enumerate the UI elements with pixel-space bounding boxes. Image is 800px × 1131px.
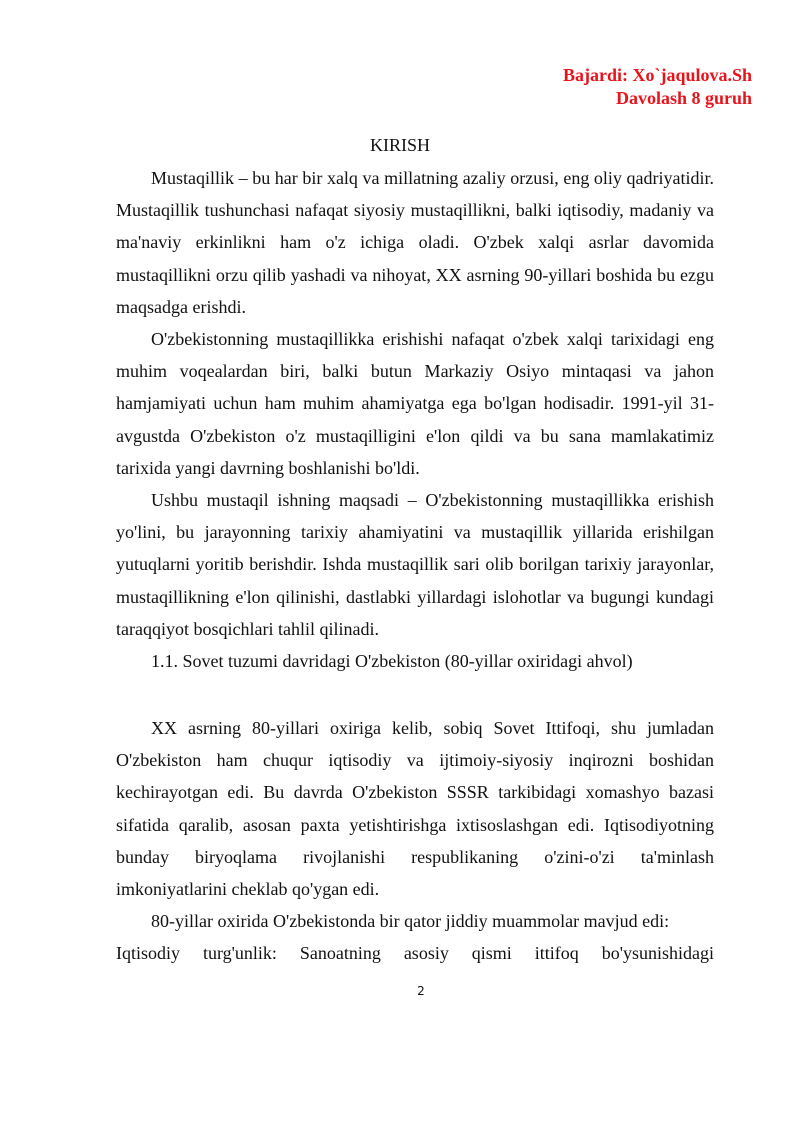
- group-line: Davolash 8 guruh: [615, 88, 752, 108]
- subsection-text-block: [116, 712, 714, 970]
- subsection-title: 1.1. Sovet tuzumi davridagi O'zbekiston (80-yillar oxiridagi ahvol): [151, 651, 633, 672]
- author-line: Bajardi: Xo`jaqulova.Sh: [562, 65, 752, 85]
- intro-text-block: [116, 162, 714, 677]
- paragraph: Ushbu mustaqil ishning maqsadi – O'zbekistonning mustaqillikka erishish yo'lini, bu jarayonning tarixiy ahamiyatini va mustaqillik yillarida erishilgan yutuqlarni yoritib berishdir. Ishda mustaqillik sari olib borilgan tarixiy jarayonlar, mustaqillikning e'lon qilinishi, dastlabki yillardagi islohotlar va bugungi kundagi taraqqiyot bosqichlari tahlil qilinadi.: [116, 490, 714, 639]
- author-block: [563, 64, 752, 110]
- paragraph: 80-yillar oxirida O'zbekistonda bir qator jiddiy muammolar mavjud edi:: [151, 911, 670, 932]
- section-heading: KIRISH: [369, 135, 430, 155]
- paragraph: XX asrning 80-yillari oxiriga kelib, sobiq Sovet Ittifoqi, shu jumladan O'zbekiston ham chuqur iqtisodiy va ijtimoiy-siyosiy inqirozni boshidan kechirayotgan edi. Bu davrda O'zbekiston SSSR tarkibidagi xomashyo bazasi sifatida qaralib, asosan paxta yetishtirishga ixtisoslashgan edi. Iqtisodiyotning bunday biryoqlama rivojlanishi respublikaning o'zini-o'zi ta'minlash imkoniyatlarini cheklab qo'ygan edi.: [116, 718, 714, 900]
- paragraph: Mustaqillik – bu har bir xalq va millatning azaliy orzusi, eng oliy qadriyatidir. Mustaqillik tushunchasi nafaqat siyosiy mustaqillikni, balki iqtisodiy, madaniy va ma'naviy erkinlikni ham o'z ichiga oladi. O'zbek xalqi asrlar davomida mustaqillikni orzu qilib yashadi va nihoyat, XX asrning 90-yillari boshida bu ezgu maqsadga erishdi.: [116, 168, 714, 317]
- page-number: 2: [417, 984, 425, 998]
- paragraph: Iqtisodiy turg'unlik: Sanoatning asosiy qismi ittifoq bo'ysunishidagi: [116, 943, 714, 964]
- paragraph: O'zbekistonning mustaqillikka erishishi nafaqat o'zbek xalqi tarixidagi eng muhim voqealardan biri, balki butun Markaziy Osiyo mintaqasi va jahon hamjamiyati uchun ham muhim ahamiyatga ega bo'lgan hodisadir. 1991-yil 31-avgustda O'zbekiston o'z mustaqilligini e'lon qildi va bu sana mamlakatimiz tarixida yangi davrning boshlanishi bo'ldi.: [116, 329, 714, 478]
